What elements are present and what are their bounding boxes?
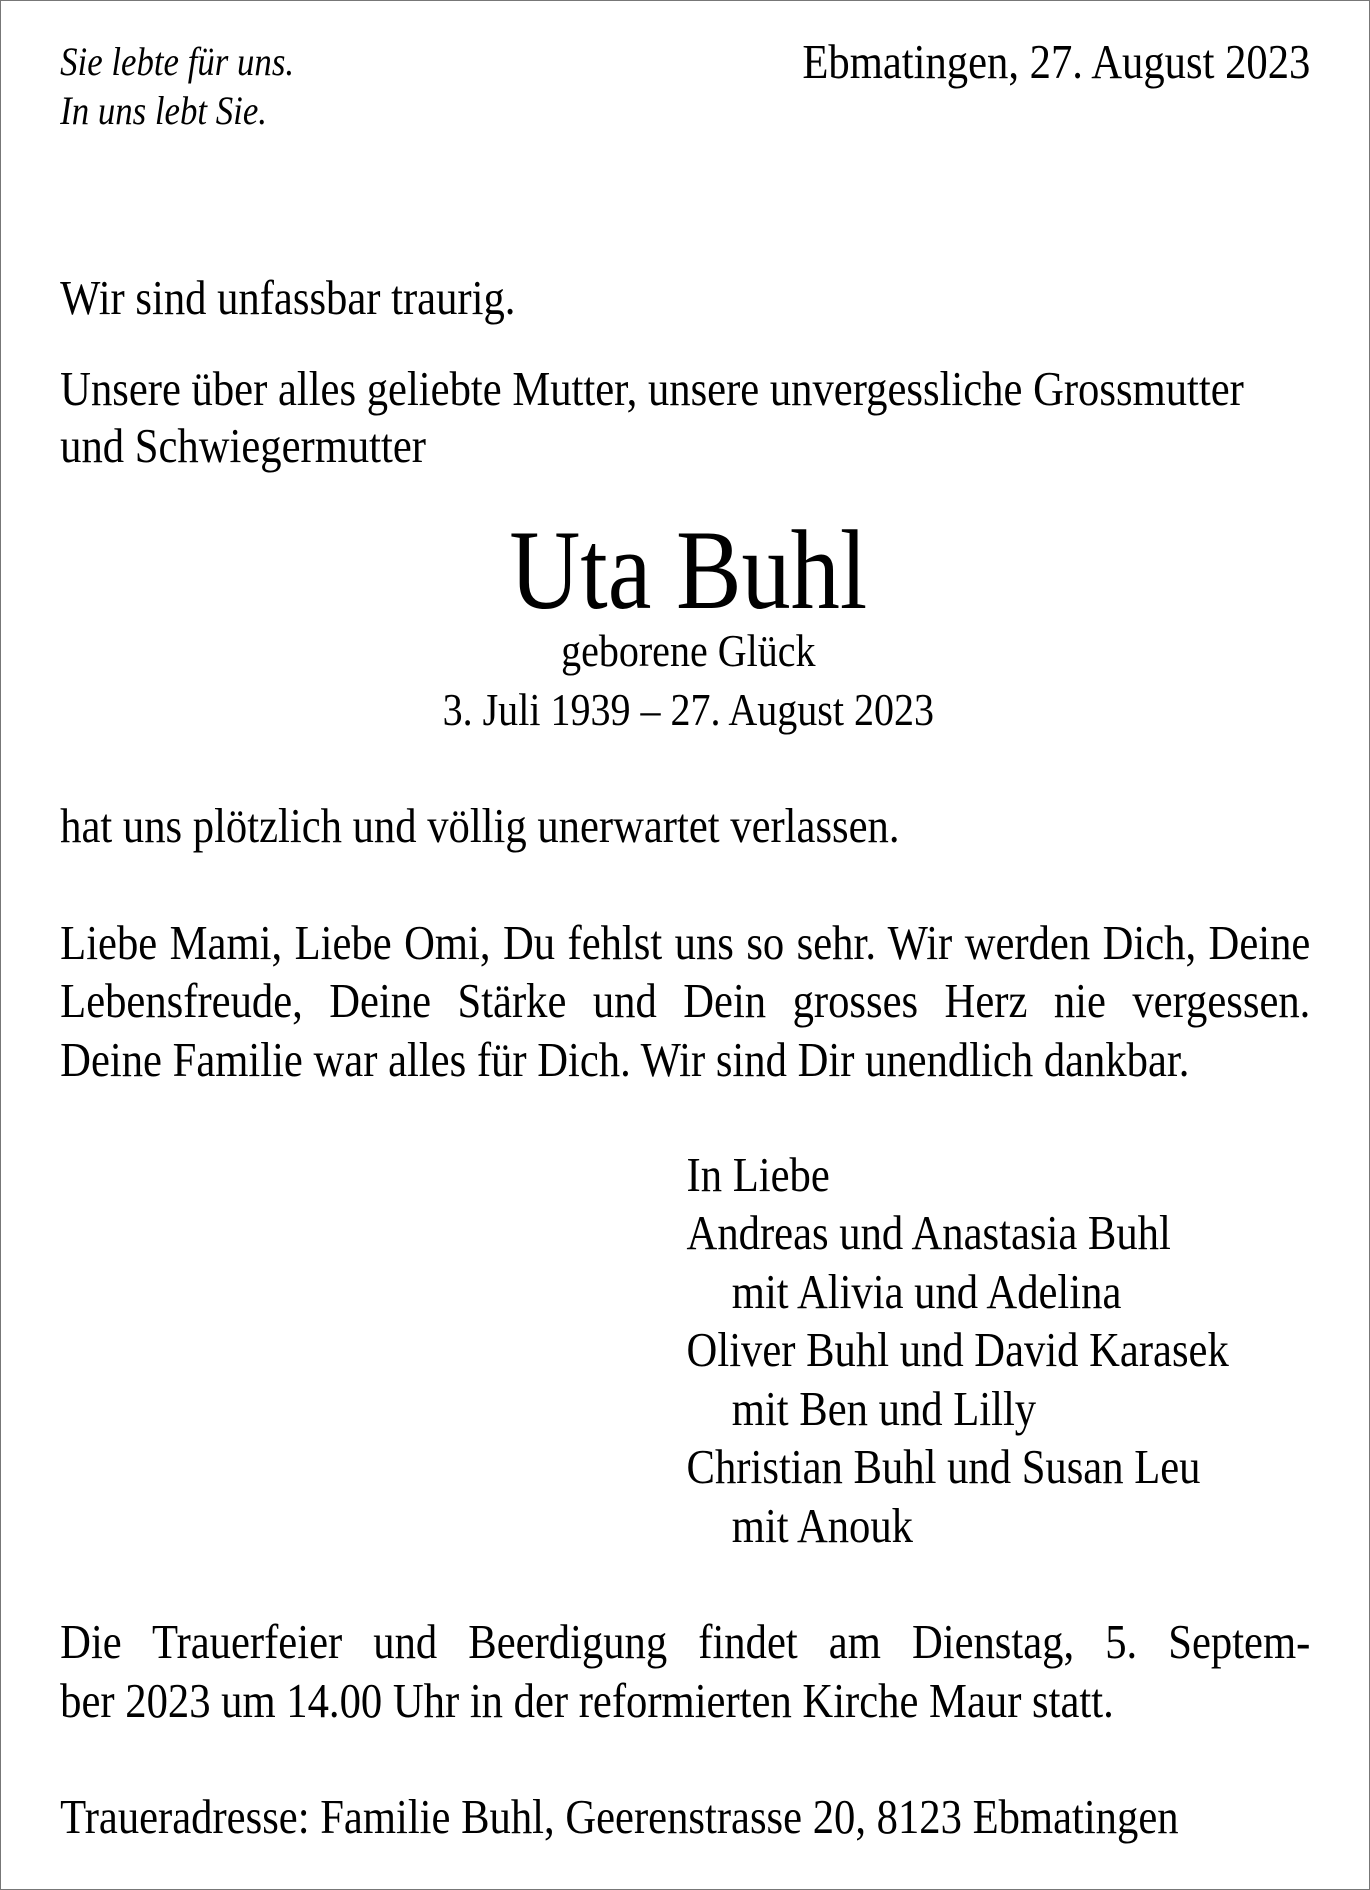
- ceremony-line-1: Die Trauerfeier und Beerdigung findet am Dienstag, 5. Septem-: [60, 1614, 1311, 1669]
- message-line-2: Lebensfreude, Deine Stärke und Dein grosses Herz nie vergessen.: [60, 973, 1311, 1028]
- signature-family-2: Oliver Buhl und David Karasek: [686, 1322, 1229, 1377]
- signature-children-1: mit Alivia und Adelina: [731, 1264, 1122, 1319]
- motto-line-1: Sie lebte für uns.: [60, 39, 295, 84]
- signature-closing: In Liebe: [686, 1147, 830, 1202]
- relation-line-1: Unsere über alles geliebte Mutter, unsere unvergessliche Grossmutter: [60, 361, 1244, 416]
- message-line-3: Deine Familie war alles für Dich. Wir sind Dir unendlich dankbar.: [60, 1032, 1190, 1087]
- notice-content: [1, 1, 1369, 1889]
- maiden-name: geborene Glück: [561, 625, 816, 676]
- life-dates: 3. Juli 1939 – 27. August 2023: [442, 684, 934, 735]
- signature-family-1: Andreas und Anastasia Buhl: [686, 1205, 1171, 1260]
- mourning-address: Traueradresse: Familie Buhl, Geerenstrasse 20, 8123 Ebmatingen: [60, 1789, 1179, 1844]
- message-line-1: Liebe Mami, Liebe Omi, Du fehlst uns so sehr. Wir werden Dich, Deine: [60, 915, 1311, 970]
- deceased-name: Uta Buhl: [509, 508, 868, 633]
- intro-text: Wir sind unfassbar traurig.: [60, 270, 516, 325]
- motto-line-2: In uns lebt Sie.: [60, 88, 267, 133]
- ceremony-line-2: ber 2023 um 14.00 Uhr in der reformierten Kirche Maur statt.: [60, 1673, 1114, 1728]
- signature-children-3: mit Anouk: [731, 1498, 914, 1553]
- signature-children-2: mit Ben und Lilly: [731, 1381, 1037, 1436]
- relation-line-2: und Schwiegermutter: [60, 418, 426, 473]
- signature-family-3: Christian Buhl und Susan Leu: [686, 1439, 1201, 1494]
- place-date: Ebmatingen, 27. August 2023: [802, 34, 1311, 89]
- passing-text: hat uns plötzlich und völlig unerwartet verlassen.: [60, 798, 900, 853]
